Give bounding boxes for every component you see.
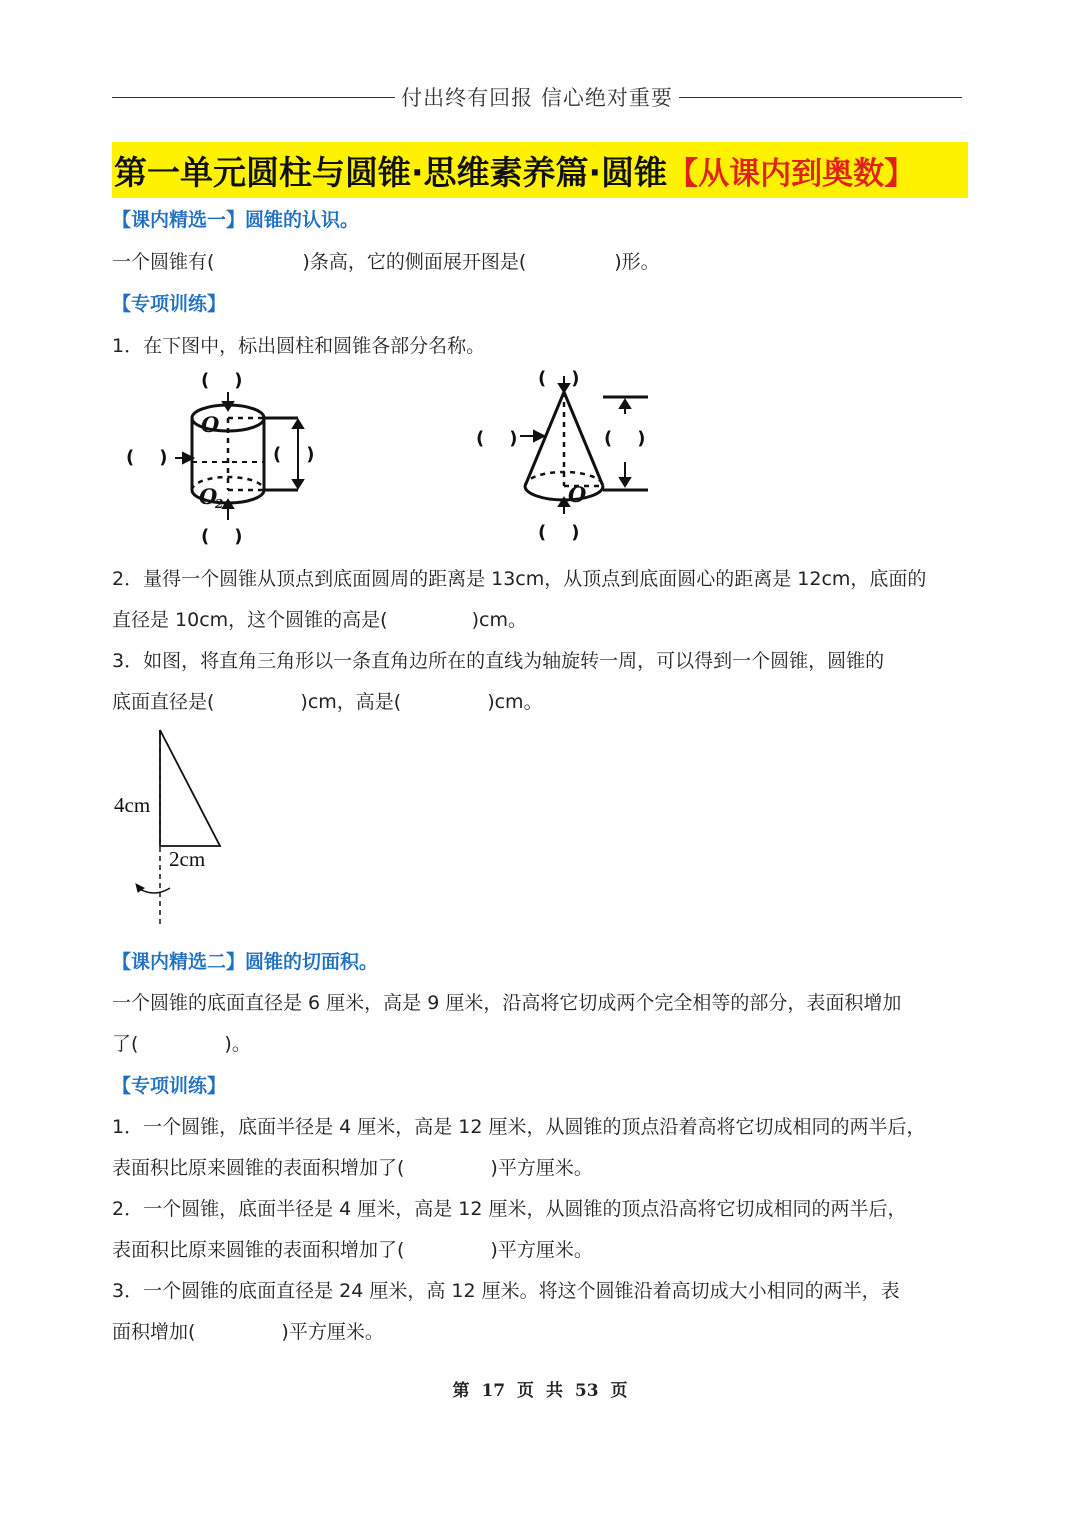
triangle-base-label: 2cm: [169, 847, 206, 871]
cylinder-figure: [115, 362, 345, 550]
cone-height-blank: ( ): [604, 428, 646, 449]
header-motto: 付出终有回报 信心绝对重要: [401, 86, 673, 110]
header-rule-right: [679, 97, 962, 98]
header-rule-left: [112, 97, 395, 98]
right-triangle: [160, 730, 220, 846]
unit-title-bar: [112, 142, 968, 198]
section1-practice-heading: 【专项训练】: [112, 293, 227, 315]
bottom-blank: ( ): [201, 526, 243, 547]
text-part: )cm，高是(: [300, 691, 402, 713]
cylinder-bottom-center-label: O: [199, 484, 218, 509]
s2-q1-line2: [112, 1153, 593, 1180]
base-blank: ( ): [538, 522, 580, 543]
s1-q1-text: 1．在下图中，标出圆柱和圆锥各部分名称。: [112, 335, 486, 357]
section2-practice-heading: 【专项训练】: [112, 1075, 227, 1097]
s2-question-line1: 一个圆锥的底面直径是 6 厘米，高是 9 厘米，沿高将它切成两个完全相等的部分，表面积增加: [112, 992, 902, 1014]
cone-right-slant: [564, 392, 603, 486]
s2-q2-line2: [112, 1235, 593, 1262]
apex-blank: ( ): [538, 368, 580, 389]
text-part: )平方厘米。: [281, 1321, 384, 1343]
section1-heading: 【课内精选一】圆锥的认识。: [112, 209, 360, 231]
s2-question-line2: [112, 1029, 251, 1056]
section1-question: [112, 247, 660, 274]
page-number: 第 17 页 共 53 页: [452, 1381, 628, 1401]
cylinder-top-center-label: O: [201, 412, 220, 437]
s1-q3-line2: [112, 687, 543, 714]
cylinder-bottom-subscript: 2: [215, 497, 224, 511]
text-part: )平方厘米。: [490, 1239, 593, 1261]
side-blank: ( ): [126, 447, 168, 468]
triangle-height-label: 4cm: [114, 793, 151, 817]
text-part: 了(: [112, 1033, 139, 1055]
text-part: )。: [224, 1033, 251, 1055]
text-part: )cm。: [471, 609, 527, 631]
s1-q2-line1: 2．量得一个圆锥从顶点到底面圆周的距离是 13cm，从顶点到底面圆心的距离是 12cm，底面的: [112, 568, 927, 590]
text-part: 表面积比原来圆锥的表面积增加了(: [112, 1157, 405, 1179]
text-part: 一个圆锥有(: [112, 251, 215, 273]
s2-q3-line1: 3．一个圆锥的底面直径是 24 厘米，高 12 厘米。将这个圆锥沿着高切成大小相同的两半，表: [112, 1280, 900, 1302]
text-part: 直径是 10cm，这个圆锥的高是(: [112, 609, 388, 631]
text-part: )平方厘米。: [490, 1157, 593, 1179]
top-blank: ( ): [201, 370, 243, 391]
page-header: [112, 80, 962, 114]
section2-heading: 【课内精选二】圆锥的切面积。: [112, 951, 379, 973]
s2-q2-line1: 2．一个圆锥，底面半径是 4 厘米，高是 12 厘米，从圆锥的顶点沿高将它切成相同的两半后，: [112, 1198, 907, 1220]
cone-center-label: O: [568, 482, 587, 507]
text-part: 表面积比原来圆锥的表面积增加了(: [112, 1239, 405, 1261]
cone-left-slant: [525, 392, 564, 486]
s2-q1-line1: 1．一个圆锥，底面半径是 4 厘米，高是 12 厘米，从圆锥的顶点沿着高将它切成相同的两半后，: [112, 1116, 926, 1138]
text-part: )形。: [614, 251, 660, 273]
unit-title-suffix: 【从课内到奥数】: [667, 155, 916, 192]
s2-q3-line2: [112, 1317, 384, 1344]
triangle-figure: [110, 726, 250, 928]
s1-q2-line2: [112, 605, 527, 632]
text-part: )条高，它的侧面展开图是(: [302, 251, 527, 273]
slant-blank: ( ): [476, 428, 518, 449]
cone-figure: [468, 362, 668, 550]
unit-title: 第一单元圆柱与圆锥·思维素养篇·圆锥: [114, 152, 668, 192]
s1-q3-line1: 3．如图，将直角三角形以一条直角边所在的直线为轴旋转一周，可以得到一个圆锥，圆锥的: [112, 650, 885, 672]
text-part: 面积增加(: [112, 1321, 196, 1343]
height-blank: ( ): [273, 444, 315, 465]
text-part: 底面直径是(: [112, 691, 215, 713]
text-part: )cm。: [487, 691, 543, 713]
